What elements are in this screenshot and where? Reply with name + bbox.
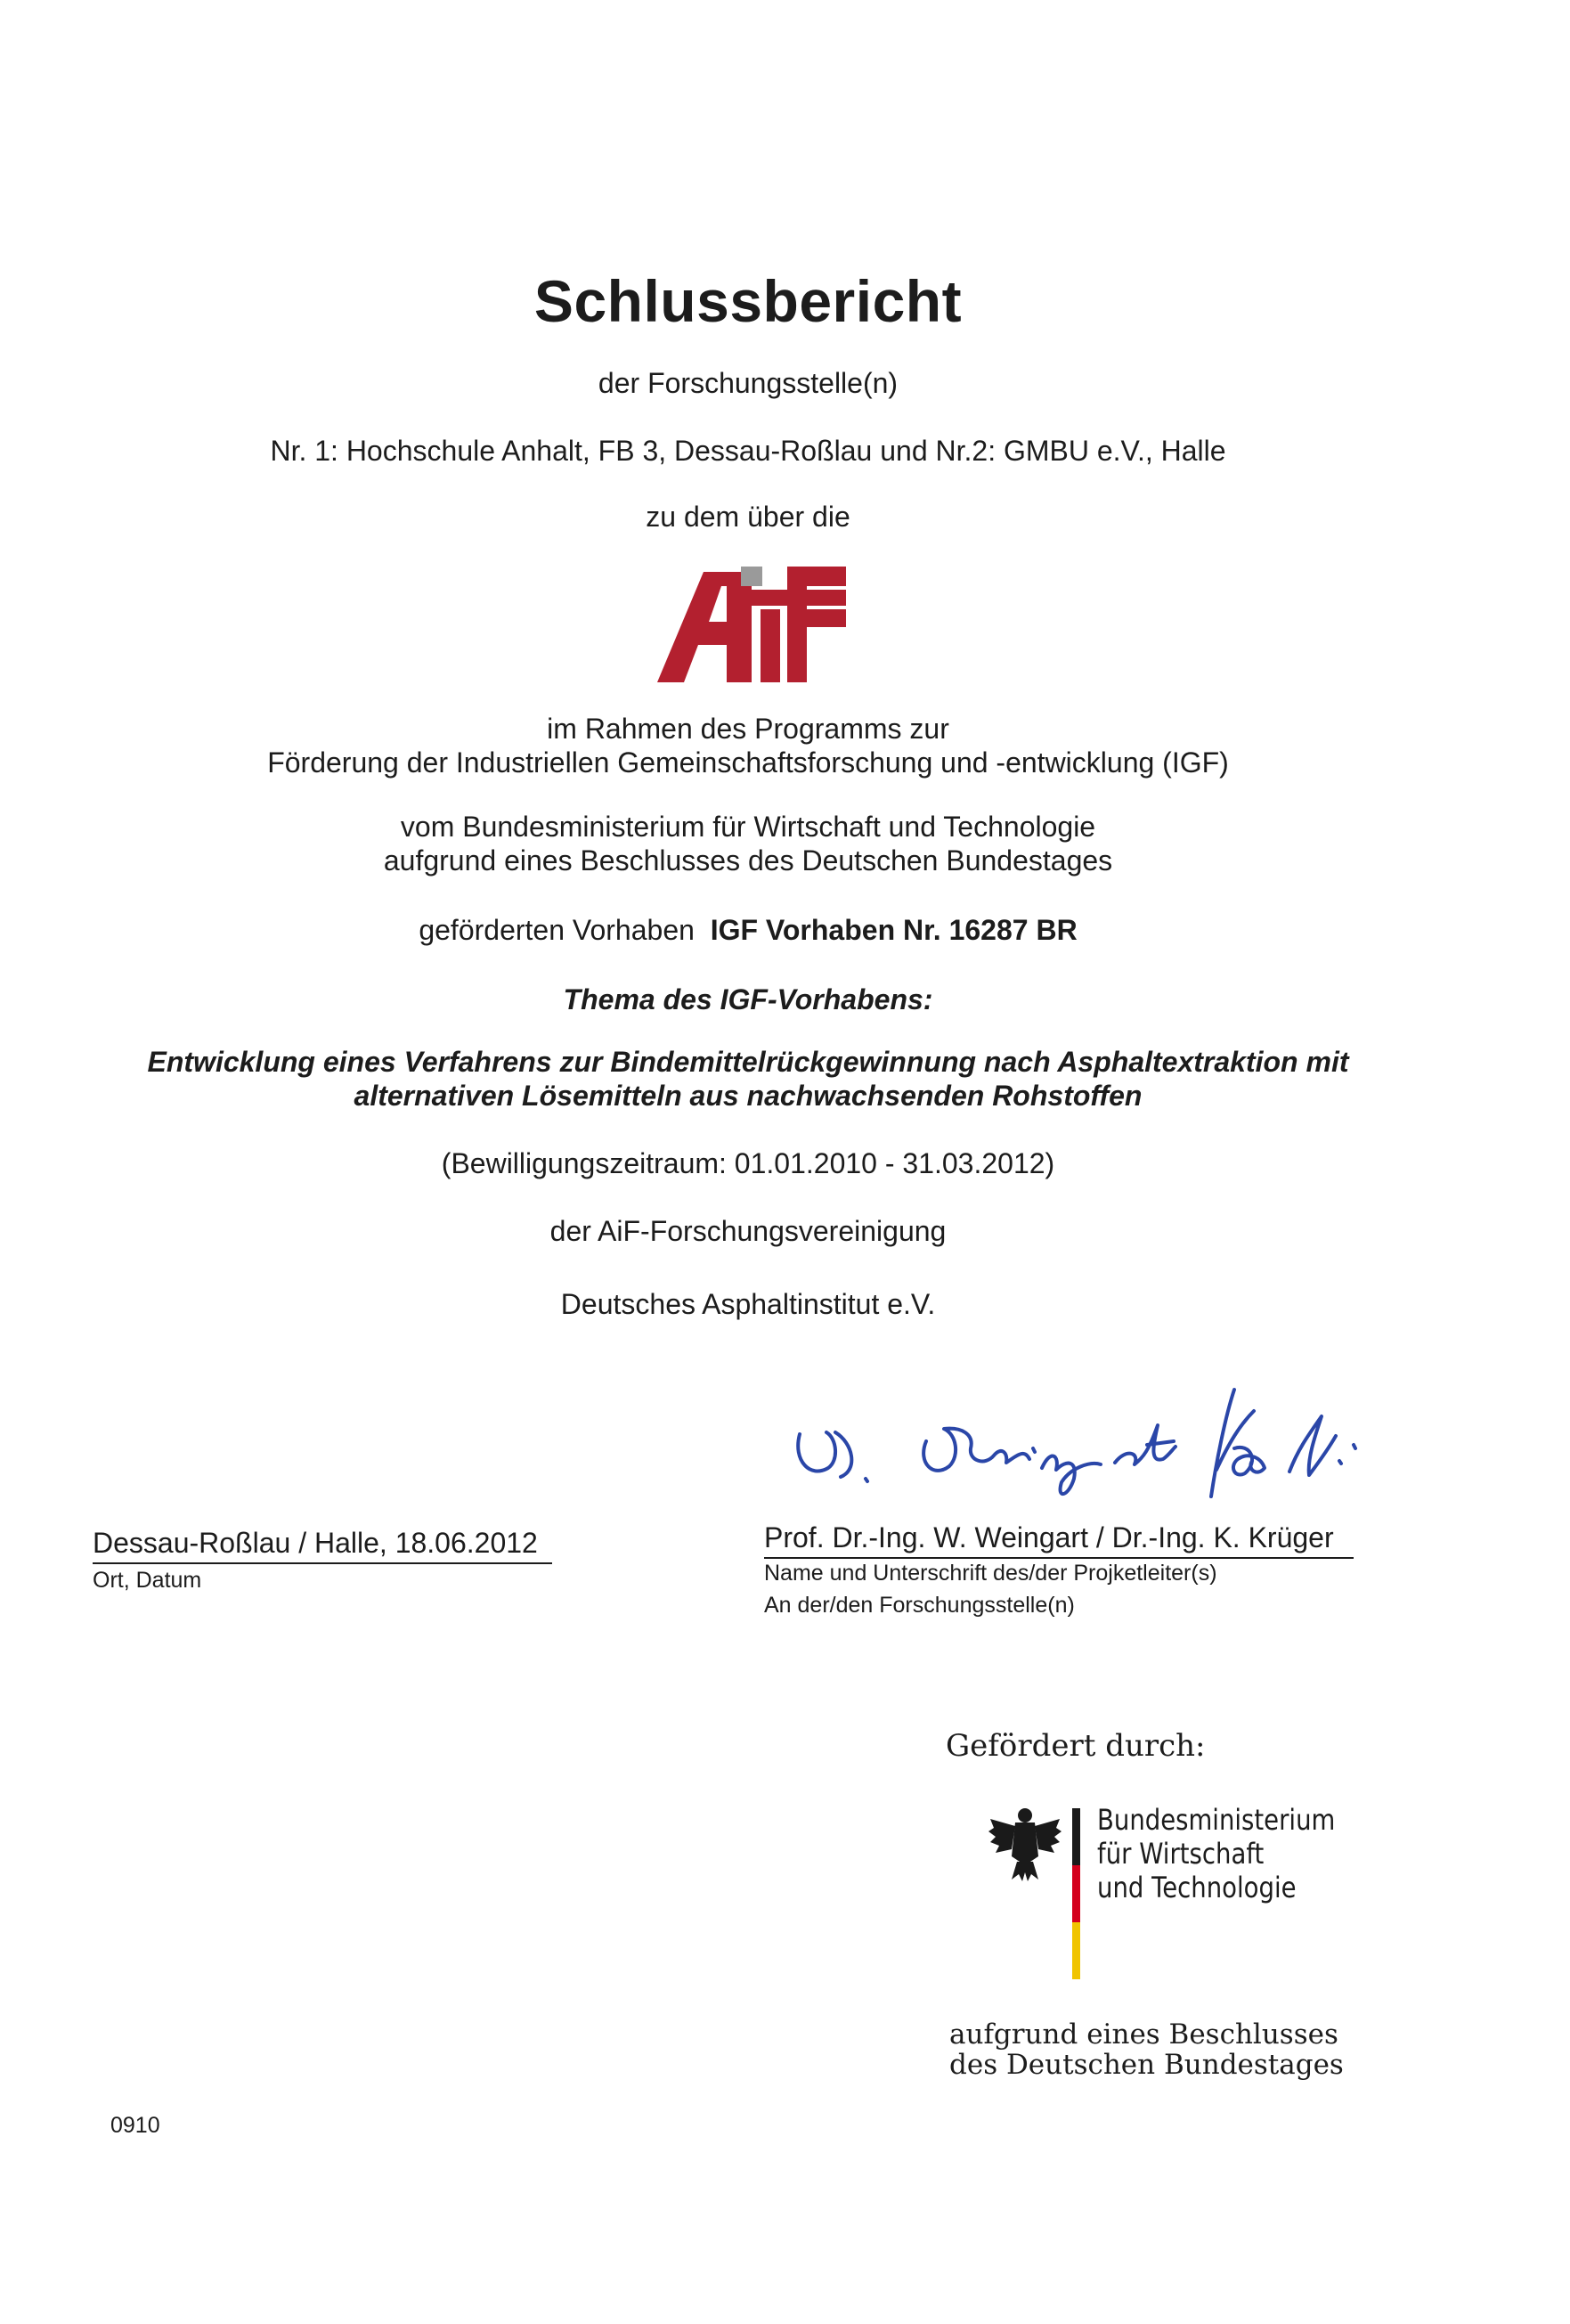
institutions-intro: der Forschungsstelle(n) [598, 367, 899, 399]
topic-line-2: alternativen Lösemitteln aus nachwachsenden Rohstoffen [354, 1080, 1143, 1112]
funded-by-label: Gefördert durch: [946, 1728, 1206, 1764]
programme-line-1: im Rahmen des Programms zur [547, 713, 949, 745]
project-leaders-caption-2: An der/den Forschungsstelle(n) [764, 1593, 1075, 1618]
signature-stroke-kruger [1211, 1390, 1265, 1496]
ministry-name-line-2: für Wirtschaft [1097, 1837, 1265, 1871]
ministry-name-line-1: Bundesministerium [1097, 1803, 1336, 1837]
association-intro: der AiF-Forschungsvereinigung [549, 1215, 947, 1247]
document-code: 0910 [110, 2113, 160, 2138]
place-date: Dessau-Roßlau / Halle, 18.06.2012 [93, 1527, 538, 1559]
aif-logo-dot [741, 567, 762, 586]
project-prefix: geförderten Vorhaben [419, 914, 695, 946]
approval-period: (Bewilligungszeitraum: 01.01.2010 - 31.03.2012) [441, 1147, 1055, 1179]
flag-stripe-red [1072, 1865, 1080, 1922]
programme-line-2: Förderung der Industriellen Gemeinschaftsforschung und -entwicklung (IGF) [267, 746, 1229, 779]
signature-stroke-dot [866, 1479, 867, 1481]
page-title: Schlussbericht [533, 268, 963, 334]
decision-line-1: aufgrund eines Beschlusses [949, 2018, 1338, 2051]
aif-logo-i [761, 609, 780, 682]
aif-logo-a [657, 572, 752, 682]
flag-stripe-black [1072, 1808, 1080, 1865]
handwritten-signature [784, 1363, 1407, 1505]
project-leaders-caption-1: Name und Unterschrift des/der Projketleiter(s) [764, 1561, 1217, 1586]
aif-logo-f-top [787, 567, 846, 586]
topic-heading: Thema des IGF-Vorhabens: [563, 983, 933, 1015]
association-name: Deutsches Asphaltinstitut e.V. [560, 1288, 936, 1320]
ministry-text-line: vom Bundesministerium für Wirtschaft und Technologie [400, 811, 1096, 843]
signature-stroke-w [798, 1432, 851, 1477]
signature-stroke-tail [1115, 1425, 1175, 1464]
place-date-caption: Ort, Datum [93, 1568, 202, 1593]
via-line: zu dem über die [646, 501, 850, 533]
signature-stroke-weingart [923, 1429, 1101, 1494]
project-leaders: Prof. Dr.-Ing. W. Weingart / Dr.-Ing. K. Krüger [764, 1521, 1334, 1553]
project-leaders-underline [764, 1557, 1354, 1559]
flag-stripe-gold [1072, 1922, 1080, 1979]
project-number: IGF Vorhaben Nr. 16287 BR [710, 914, 1078, 946]
aif-logo-f-middle [787, 609, 846, 627]
institutions-line: Nr. 1: Hochschule Anhalt, FB 3, Dessau-Roßlau und Nr.2: GMBU e.V., Halle [270, 435, 1226, 467]
decision-line-2: des Deutschen Bundestages [949, 2049, 1344, 2081]
aif-logo-bar [746, 590, 846, 606]
federal-eagle-icon [988, 1803, 1062, 1883]
project-line [0, 914, 1496, 947]
place-date-underline [93, 1562, 552, 1564]
bundestag-text-line: aufgrund eines Beschlusses des Deutschen Bundestages [383, 844, 1113, 877]
signature-stroke-end [1289, 1416, 1355, 1475]
ministry-name-line-3: und Technologie [1097, 1871, 1297, 1904]
aif-logo [657, 567, 846, 682]
topic-line-1: Entwicklung eines Verfahrens zur Bindemittelrückgewinnung nach Asphaltextraktion mit [147, 1046, 1349, 1078]
